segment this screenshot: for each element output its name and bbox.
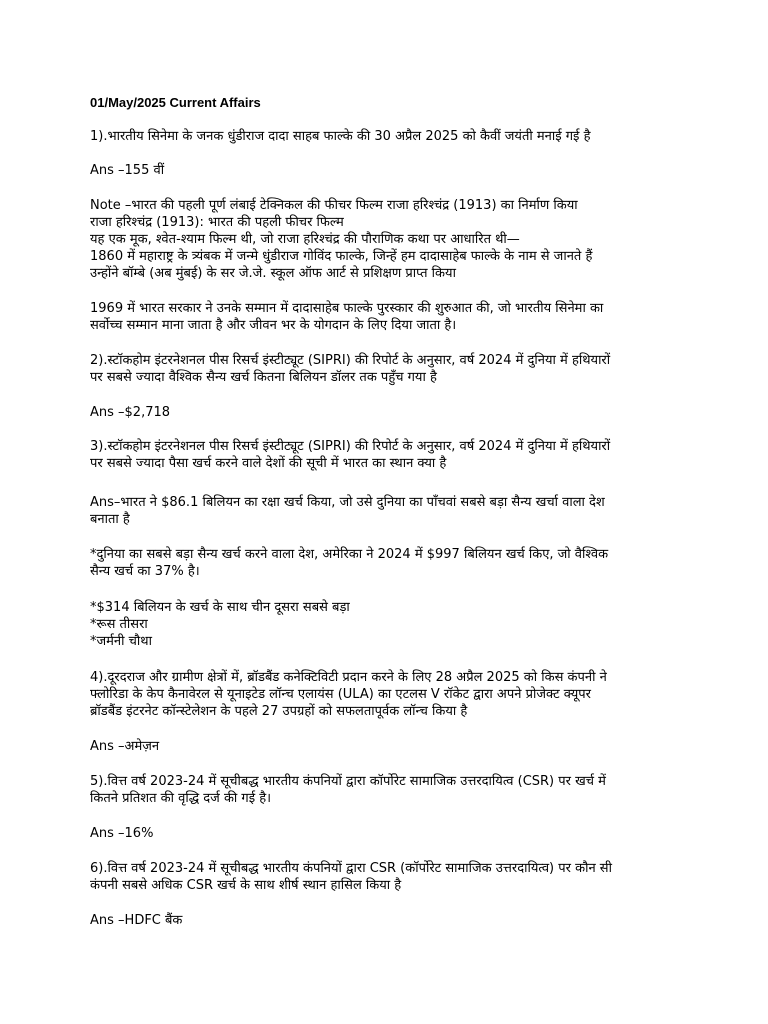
answer-3-line-2: बनाता है (90, 512, 130, 527)
question-5-line-2: कितने प्रतिशत की वृद्धि दर्ज की गई है। (90, 791, 272, 806)
question-6-line-2: कंपनी सबसे अधिक CSR खर्च के साथ शीर्ष स्थान हासिल किया है (90, 878, 402, 893)
question-3-line-1: 3).स्टॉकहोम इंटरनेशनल पीस रिसर्च इंस्टीट्यूट (SIPRI) की रिपोर्ट के अनुसार, वर्ष 2024 में दुनिया में हथियारों (90, 439, 611, 454)
question-2-line-2: पर सबसे ज्यादा वैश्विक सैन्य खर्च कितना बिलियन डॉलर तक पहुँच गया है (90, 370, 437, 385)
note-1-line-4: 1860 में महाराष्ट्र के त्र्यंबक में जन्मे धुंडीराज गोविंद फाल्के, जिन्हें हम दादासाहेब फाल्के के नाम से जानते हैं (90, 249, 593, 264)
question-1: 1).भारतीय सिनेमा के जनक धुंडीराज दादा साहब फाल्के की 30 अप्रैल 2025 को कैवीं जयंती मनाई गई है (90, 129, 591, 144)
answer-4: Ans –अमेज़न (90, 739, 160, 754)
note-3b-line-1: *$314 बिलियन के खर्च के साथ चीन दूसरा सबसे बड़ा (90, 600, 350, 615)
page-title: 01/May/2025 Current Affairs (90, 95, 261, 110)
question-4-line-2: फ्लोरिडा के केप कैनावेरल से यूनाइटेड लॉन्च एलायंस (ULA) का एटलस V रॉकेट द्वारा अपने प्रोजेक्ट क्यूपर (90, 687, 591, 702)
question-4-line-3: ब्रॉडबैंड इंटरनेट कॉन्स्टेलेशन के पहले 27 उपग्रहों को सफलतापूर्वक लॉन्च किया है (90, 704, 468, 719)
question-4-line-1: 4).दूरदराज और ग्रामीण क्षेत्रों में, ब्रॉडबैंड कनेक्टिविटी प्रदान करने के लिए 28 अप्रैल 2025 को किस कंपनी ने (90, 670, 607, 685)
question-6-line-1: 6).वित्त वर्ष 2023-24 में सूचीबद्ध भारतीय कंपनियों द्वारा CSR (कॉर्पोरेट सामाजिक उत्तरदायित्व) पर कौन सी (90, 861, 612, 876)
question-2-line-1: 2).स्टॉकहोम इंटरनेशनल पीस रिसर्च इंस्टीट्यूट (SIPRI) की रिपोर्ट के अनुसार, वर्ष 2024 में दुनिया में हथियारों (90, 353, 611, 368)
note-3a-line-1: *दुनिया का सबसे बड़ा सैन्य खर्च करने वाला देश, अमेरिका ने 2024 में $997 बिलियन खर्च किए, जो वैश्विक (90, 547, 609, 562)
note-3a-line-2: सैन्य खर्च का 37% है। (90, 564, 200, 579)
note-2-line-1: 1969 में भारत सरकार ने उनके सम्मान में दादासाहेब फाल्के पुरस्कार की शुरुआत की, जो भारतीय सिनेमा का (90, 301, 604, 316)
note-1-line-1: Note –भारत की पहली पूर्ण लंबाई टेक्निकल की फीचर फिल्म राजा हरिश्चंद्र (1913) का निर्माण किया (90, 198, 578, 213)
answer-1: Ans –155 वीं (90, 163, 165, 178)
note-3b-line-2: *रूस तीसरा (90, 617, 148, 632)
note-3b-line-3: *जर्मनी चौथा (90, 634, 152, 649)
note-2-line-2: सर्वोच्च सम्मान माना जाता है और जीवन भर के योगदान के लिए दिया जाता है। (90, 318, 457, 333)
answer-2: Ans –$2,718 (90, 405, 171, 420)
question-3-line-2: पर सबसे ज्यादा पैसा खर्च करने वाले देशों की सूची में भारत का स्थान क्या है (90, 456, 447, 471)
question-5-line-1: 5).वित्त वर्ष 2023-24 में सूचीबद्ध भारतीय कंपनियों द्वारा कॉर्पोरेट सामाजिक उत्तरदायित्व (CSR) पर खर्च में (90, 774, 606, 789)
answer-3-line-1: Ans–भारत ने $86.1 बिलियन का रक्षा खर्च किया, जो उसे दुनिया का पाँचवां सबसे बड़ा सैन्य खर्चा वाला देश (90, 495, 605, 510)
answer-5: Ans –16% (90, 826, 154, 841)
note-1-line-2: राजा हरिश्चंद्र (1913): भारत की पहली फीचर फिल्म (90, 215, 344, 230)
note-1-line-5: उन्होंने बॉम्बे (अब मुंबई) के सर जे.जे. स्कूल ऑफ आर्ट से प्रशिक्षण प्राप्त किया (90, 266, 456, 281)
answer-6: Ans –HDFC बैंक (90, 913, 183, 928)
note-1-line-3: यह एक मूक, श्वेत-श्याम फिल्म थी, जो राजा हरिश्चंद्र की पौराणिक कथा पर आधारित थी— (90, 232, 520, 247)
